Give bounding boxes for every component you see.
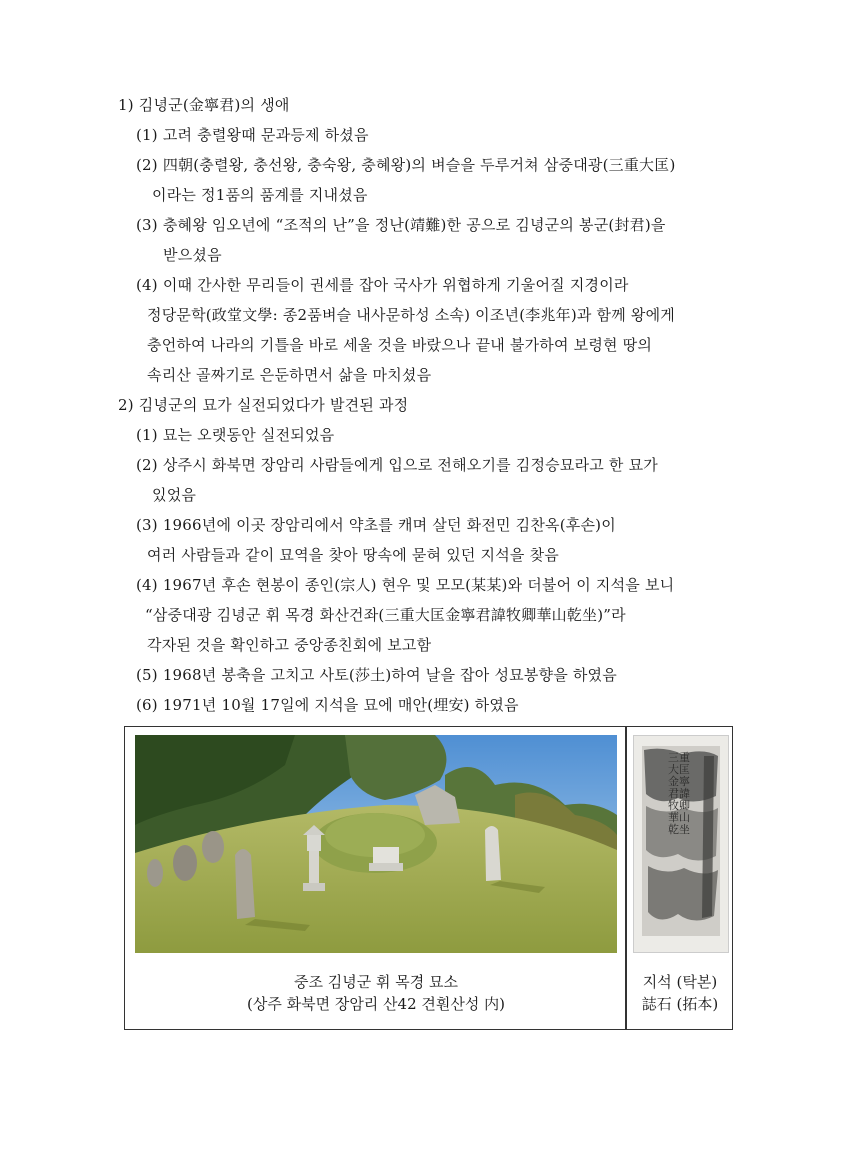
section-heading-2: 2) 김녕군의 묘가 실전되었다가 발견된 과정 xyxy=(118,396,409,414)
list-item: (1) 묘는 오랫동안 실전되었음 xyxy=(136,426,335,444)
list-item: (2) 상주시 화북면 장암리 사람들에게 입으로 전해오기를 김정승묘라고 한 묘가 xyxy=(136,456,658,474)
photo-caption-line-2: (상주 화북면 장암리 산42 견훤산성 内) xyxy=(246,995,505,1013)
rubbing-caption-line-1: 지석 (탁본) xyxy=(642,973,718,991)
list-item-continuation: 각자된 것을 확인하고 중앙종친회에 보고함 xyxy=(147,636,432,654)
list-item: (4) 이때 간사한 무리들이 권세를 잡아 국사가 위협하게 기울어질 지경이라 xyxy=(136,276,629,294)
list-item-continuation: “삼중대광 김녕군 휘 목경 화산건좌(三重大匡金寧君諱牧卿華山乾坐)”라 xyxy=(145,606,626,624)
tomb-photo xyxy=(135,735,617,953)
list-item-continuation: 속리산 골짜기로 은둔하면서 삶을 마치셨음 xyxy=(147,366,432,384)
list-item-continuation: 여러 사람들과 같이 묘역을 찾아 땅속에 묻혀 있던 지석을 찾음 xyxy=(147,546,559,564)
list-item: (5) 1968년 봉축을 고치고 사토(莎土)하여 날을 잡아 성묘봉향을 하였음 xyxy=(136,666,617,684)
list-item: (4) 1967년 후손 현봉이 종인(宗人) 현우 및 모모(某某)와 더불어 이 지석을 보니 xyxy=(136,576,675,594)
list-item: (1) 고려 충렬왕때 문과등제 하셨음 xyxy=(136,126,369,144)
list-item-continuation: 정당문학(政堂文學: 종2품벼슬 내사문하성 소속) 이조년(李兆年)과 함께 왕에게 xyxy=(147,306,675,324)
list-item-continuation: 충언하여 나라의 기틀을 바로 세울 것을 바랐으나 끝내 불가하여 보령현 땅의 xyxy=(147,336,653,354)
list-item: (3) 1966년에 이곳 장암리에서 약초를 캐며 살던 화전민 김찬옥(후손)이 xyxy=(136,516,616,534)
photo-caption-line-1: 중조 김녕군 휘 목경 묘소 xyxy=(294,973,458,991)
list-item-continuation: 이라는 정1품의 품계를 지내셨음 xyxy=(152,186,368,204)
list-item-continuation: 있었음 xyxy=(152,486,197,504)
rubbing-inscription-text: 三重大匡金寧君諱牧卿華山乾坐 xyxy=(668,751,690,836)
figure-box xyxy=(124,726,733,1030)
list-item: (6) 1971년 10월 17일에 지석을 묘에 매안(埋安) 하였음 xyxy=(136,696,519,714)
list-item: (2) 四朝(충렬왕, 충선왕, 충숙왕, 충혜왕)의 벼슬을 두루거쳐 삼중대광(三重大匡) xyxy=(136,156,676,174)
list-item: (3) 충혜왕 임오년에 “조적의 난”을 정난(靖難)한 공으로 김녕군의 봉군(封君)을 xyxy=(136,216,666,234)
list-item-continuation: 받으셨음 xyxy=(163,246,222,264)
section-heading-1: 1) 김녕군(金寧君)의 생애 xyxy=(118,96,290,114)
rubbing-caption-line-2: 誌石 (拓本) xyxy=(641,995,719,1013)
inscription-rubbing xyxy=(633,735,729,953)
